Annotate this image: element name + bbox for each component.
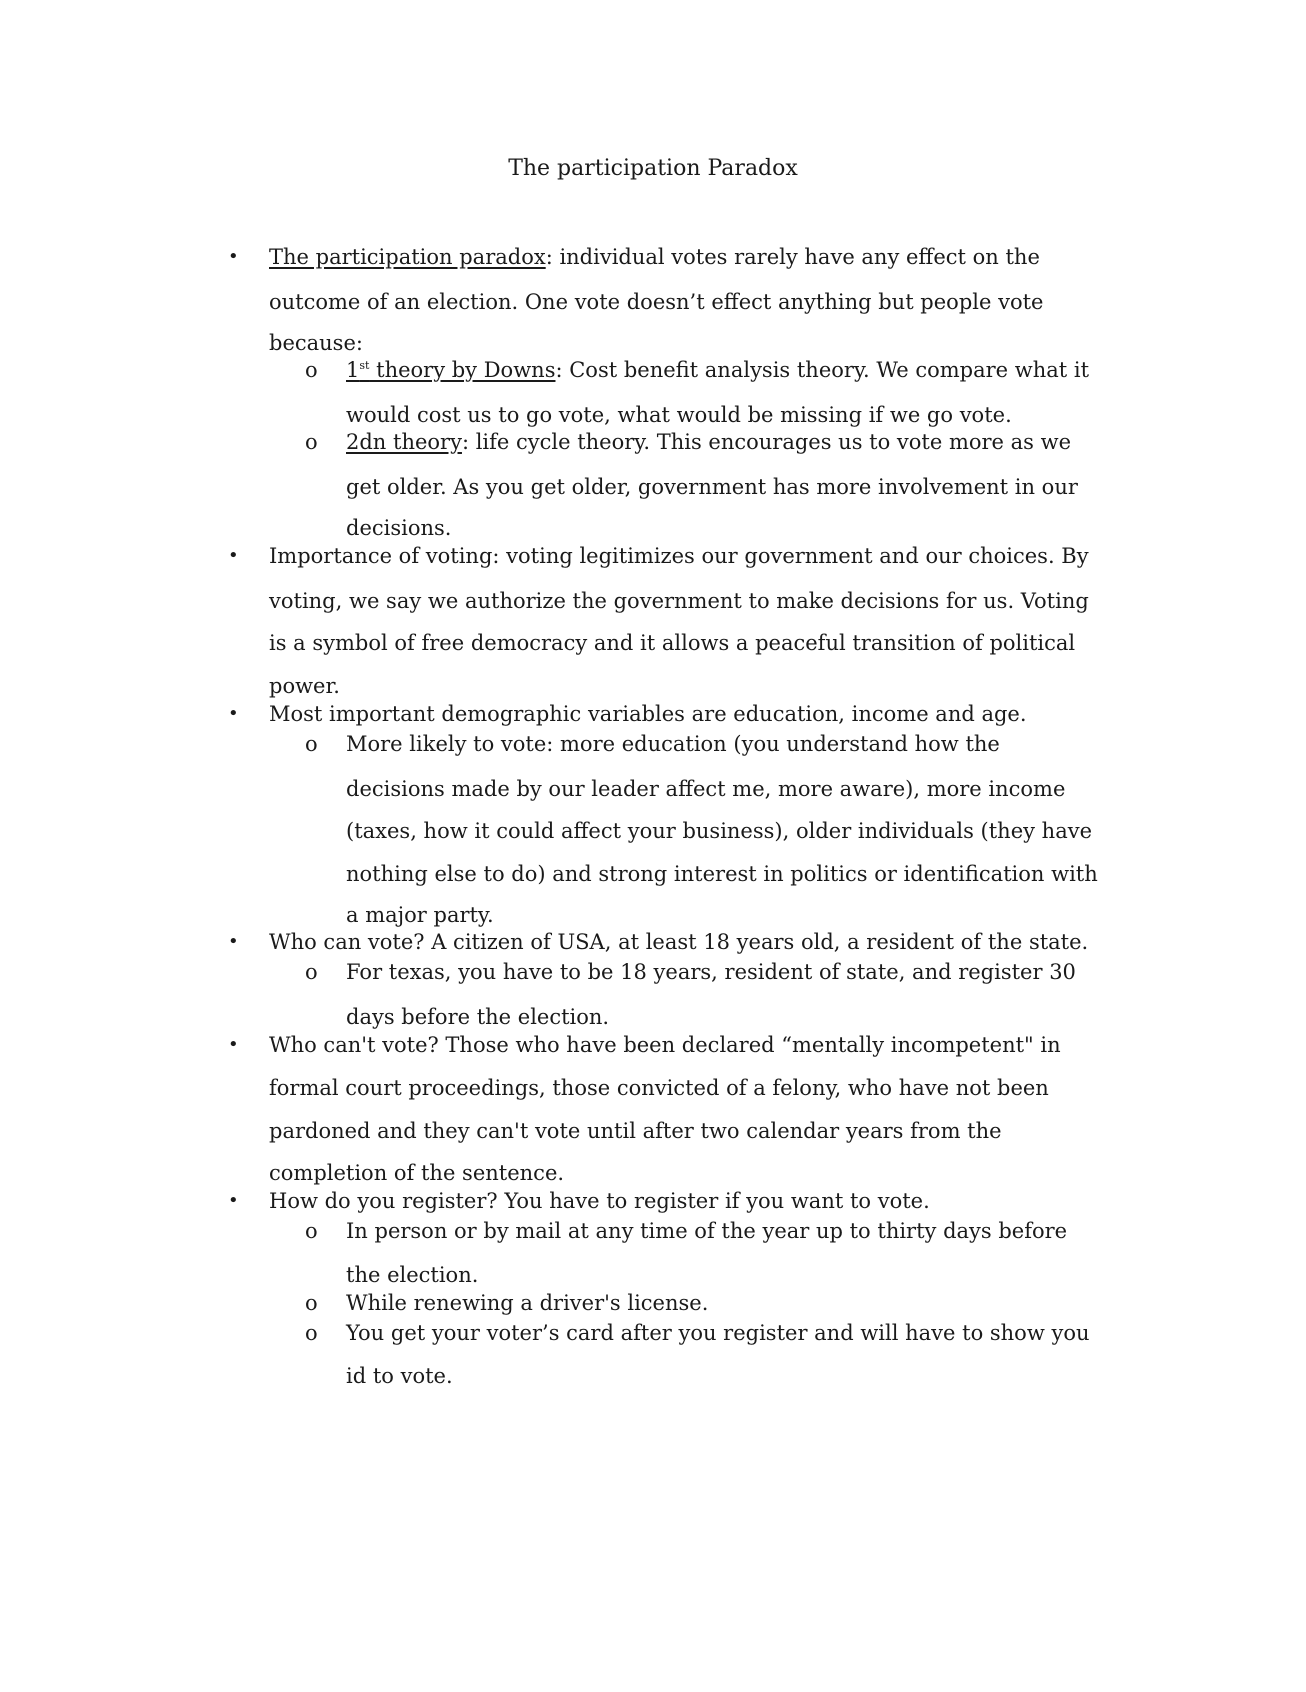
bullet-marker: • bbox=[228, 931, 239, 952]
how-to-register-line-1: How do you register? You have to register if you want to vote. bbox=[269, 1189, 930, 1213]
sub-bullet-marker: o bbox=[305, 1291, 318, 1315]
importance-line-2: voting, we say we authorize the government to make decisions for us. Voting bbox=[269, 589, 1089, 613]
importance-line-1: Importance of voting: voting legitimizes our government and our choices. By bbox=[269, 544, 1089, 568]
sub-bullet-marker: o bbox=[305, 1219, 318, 1243]
paradox-definition-line-3: because: bbox=[269, 331, 363, 355]
register-in-person-line-1: In person or by mail at any time of the year up to thirty days before bbox=[346, 1219, 1068, 1243]
sub-bullet-marker: o bbox=[305, 732, 318, 756]
bullet-marker: • bbox=[228, 1190, 239, 1211]
paradox-definition-line-2: outcome of an election. One vote doesn’t effect anything but people vote bbox=[269, 290, 1044, 314]
likely-voters-line-5: a major party. bbox=[346, 903, 494, 927]
register-in-person-line-2: the election. bbox=[346, 1263, 479, 1287]
likely-voters-line-2: decisions made by our leader affect me, more aware), more income bbox=[346, 777, 1066, 801]
texas-rule-line-1: For texas, you have to be 18 years, resident of state, and register 30 bbox=[346, 960, 1076, 984]
who-cannot-vote-line-2: formal court proceedings, those convicted of a felony, who have not been bbox=[269, 1076, 1049, 1100]
importance-line-4: power. bbox=[269, 674, 340, 698]
life-cycle-theory-line-1: 2dn theory: life cycle theory. This encourages us to vote more as we bbox=[346, 430, 1072, 454]
who-can-vote-line-1: Who can vote? A citizen of USA, at least 18 years old, a resident of the state. bbox=[269, 930, 1089, 954]
who-cannot-vote-line-3: pardoned and they can't vote until after two calendar years from the bbox=[269, 1119, 1002, 1143]
life-cycle-theory-term: 2dn theory bbox=[346, 430, 462, 454]
downs-theory-line-1: 1st theory by Downs: Cost benefit analysis theory. We compare what it bbox=[346, 358, 1090, 382]
voter-card-line-2: id to vote. bbox=[346, 1364, 453, 1388]
bullet-marker: • bbox=[228, 246, 239, 267]
importance-line-3: is a symbol of free democracy and it allows a peaceful transition of political bbox=[269, 631, 1076, 655]
bullet-marker: • bbox=[228, 703, 239, 724]
likely-voters-line-4: nothing else to do) and strong interest in politics or identification with bbox=[346, 862, 1098, 886]
downs-theory-term: 1st theory by Downs bbox=[346, 358, 556, 382]
document-title: The participation Paradox bbox=[508, 156, 798, 181]
bullet-marker: • bbox=[228, 545, 239, 566]
likely-voters-line-3: (taxes, how it could affect your business), older individuals (they have bbox=[346, 819, 1093, 843]
sub-bullet-marker: o bbox=[305, 430, 318, 454]
life-cycle-theory-line-3: decisions. bbox=[346, 516, 452, 540]
texas-rule-line-2: days before the election. bbox=[346, 1005, 610, 1029]
paradox-term: The participation paradox bbox=[269, 245, 546, 269]
life-cycle-theory-line-2: get older. As you get older, government has more involvement in our bbox=[346, 475, 1078, 499]
downs-theory-line-2: would cost us to go vote, what would be missing if we go vote. bbox=[346, 403, 1012, 427]
who-cannot-vote-line-1: Who can't vote? Those who have been declared “mentally incompetent" in bbox=[269, 1033, 1061, 1057]
register-license-line-1: While renewing a driver's license. bbox=[346, 1291, 709, 1315]
voter-card-line-1: You get your voter’s card after you register and will have to show you bbox=[346, 1321, 1090, 1345]
demographics-line-1: Most important demographic variables are education, income and age. bbox=[269, 702, 1027, 726]
paradox-definition-line-1: The participation paradox: individual votes rarely have any effect on the bbox=[269, 245, 1040, 269]
bullet-marker: • bbox=[228, 1034, 239, 1055]
likely-voters-line-1: More likely to vote: more education (you understand how the bbox=[346, 732, 1000, 756]
sub-bullet-marker: o bbox=[305, 960, 318, 984]
sub-bullet-marker: o bbox=[305, 1321, 318, 1345]
who-cannot-vote-line-4: completion of the sentence. bbox=[269, 1161, 565, 1185]
sub-bullet-marker: o bbox=[305, 358, 318, 382]
